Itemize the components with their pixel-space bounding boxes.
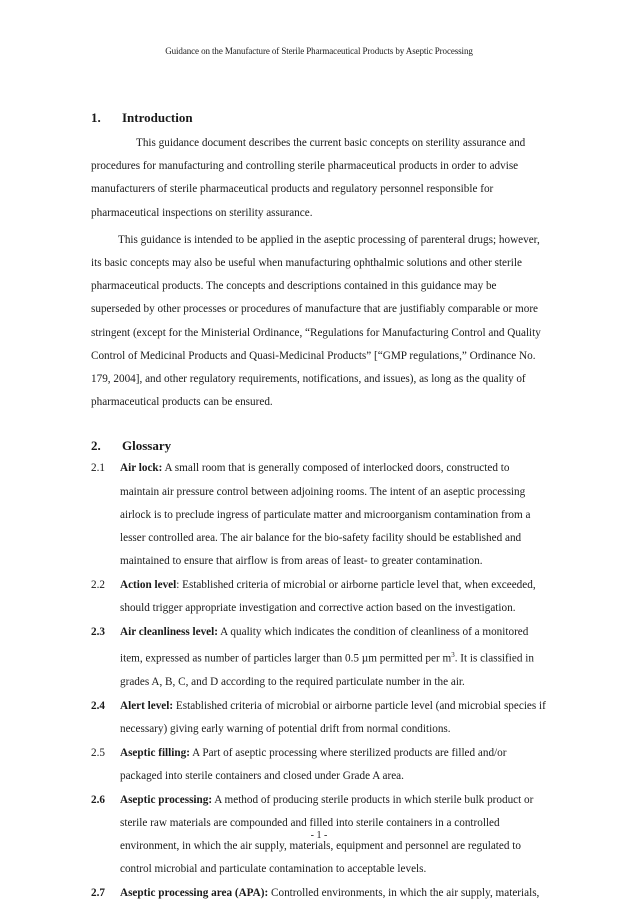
glossary-item-number: 2.2 bbox=[91, 578, 105, 591]
section-1-heading bbox=[91, 110, 546, 126]
glossary-item bbox=[91, 742, 546, 788]
section-number: 2. bbox=[91, 438, 101, 454]
intro-paragraph-1: This guidance document describes the current basic concepts on sterility assurance and procedures for manufacturing and controlling sterile pharmaceutical products in order to advise manufacturers of sterile pharmaceutical products and regulatory personnel responsible for pharmaceutical inspections on sterility assurance. bbox=[91, 137, 526, 219]
glossary-term: Alert level: bbox=[120, 699, 174, 712]
glossary-item-number: 2.5 bbox=[91, 746, 105, 759]
glossary-definition-cont: . It is classified in grades A, B, C, and D according to the required particulate number in the air. bbox=[120, 652, 534, 688]
glossary-item bbox=[91, 621, 546, 694]
glossary-item-number: 2.4 bbox=[91, 699, 105, 712]
page-number: - 1 - bbox=[310, 830, 328, 841]
glossary-term: Air cleanliness level: bbox=[120, 625, 218, 638]
running-header: Guidance on the Manufacture of Sterile Pharmaceutical Products by Aseptic Processing bbox=[165, 46, 473, 56]
superscript: 3 bbox=[451, 651, 455, 660]
glossary-item bbox=[91, 882, 546, 905]
glossary-term: Action level bbox=[120, 578, 177, 591]
glossary-item bbox=[91, 574, 546, 620]
intro-paragraph-2: This guidance is intended to be applied in the aseptic processing of parenteral drugs; however, its basic concepts may also be useful when manufacturing ophthalmic solutions and other sterile pharmaceutical products. The concepts and descriptions contained in this guidance may be superseded by other processes or procedures of manufacture that are justifiably comparable or more stringent (except for the Ministerial Ordinance, “Regulations for Manufacturing Control and Quality Control of Medicinal Products and Quasi-Medicinal Products” [“GMP regulations,” Ordinance No. 179, 2004], and other regulatory requirements, notifications, and issues), as long as the quality of pharmaceutical products can be ensured. bbox=[91, 233, 541, 409]
document-body bbox=[91, 110, 546, 906]
glossary-item bbox=[91, 695, 546, 741]
glossary-definition: Controlled environments, in which the air supply, materials, bbox=[268, 886, 540, 899]
glossary-term: Air lock: bbox=[120, 462, 163, 475]
glossary-item-number: 2.6 bbox=[91, 793, 105, 806]
glossary-definition: A quality which indicates the condition of cleanliness of a monitored item, expressed as number of particles larger than 0.5 µm permitted per m bbox=[120, 625, 529, 665]
section-title: Introduction bbox=[122, 110, 193, 125]
glossary-definition: A Part of aseptic processing where sterilized products are filled and/or packaged into sterile containers and closed under Grade A area. bbox=[120, 746, 507, 782]
glossary-item-number: 2.7 bbox=[91, 886, 105, 899]
glossary-term: Aseptic processing area (APA): bbox=[120, 886, 269, 899]
glossary-term: Aseptic processing: bbox=[120, 793, 213, 806]
glossary-definition: A method of producing sterile products in which sterile bulk product or sterile raw materials are compounded and filled into sterile containers in a controlled environment, in which the air supply, materials, equipment and personnel are regulated to control microbial and particulate contamination to acceptable levels. bbox=[120, 793, 534, 876]
glossary-definition: A small room that is generally composed of interlocked doors, constructed to maintain air pressure control between adjoining rooms. The intent of an aseptic processing airlock is to preclude ingress of particulate matter and microorganism contamination from a lesser controlled area. The air balance for the bio-safety facility should be established and maintained to ensure that airflow is from areas of least- to greater contamination. bbox=[120, 462, 531, 568]
glossary-definition: Established criteria of microbial or airborne particle level (and microbial species if necessary) giving early warning of potential drift from normal conditions. bbox=[120, 699, 546, 735]
section-number: 1. bbox=[91, 110, 101, 125]
glossary-item-number: 2.3 bbox=[91, 625, 105, 638]
glossary-term: Aseptic filling: bbox=[120, 746, 190, 759]
section-2-heading bbox=[91, 438, 546, 454]
glossary-item bbox=[91, 457, 546, 573]
glossary-item-number: 2.1 bbox=[91, 462, 105, 475]
glossary-definition: : Established criteria of microbial or airborne particle level that, when exceeded, should trigger appropriate investigation and corrective action based on the investigation. bbox=[120, 578, 536, 615]
section-title: Glossary bbox=[122, 438, 172, 454]
